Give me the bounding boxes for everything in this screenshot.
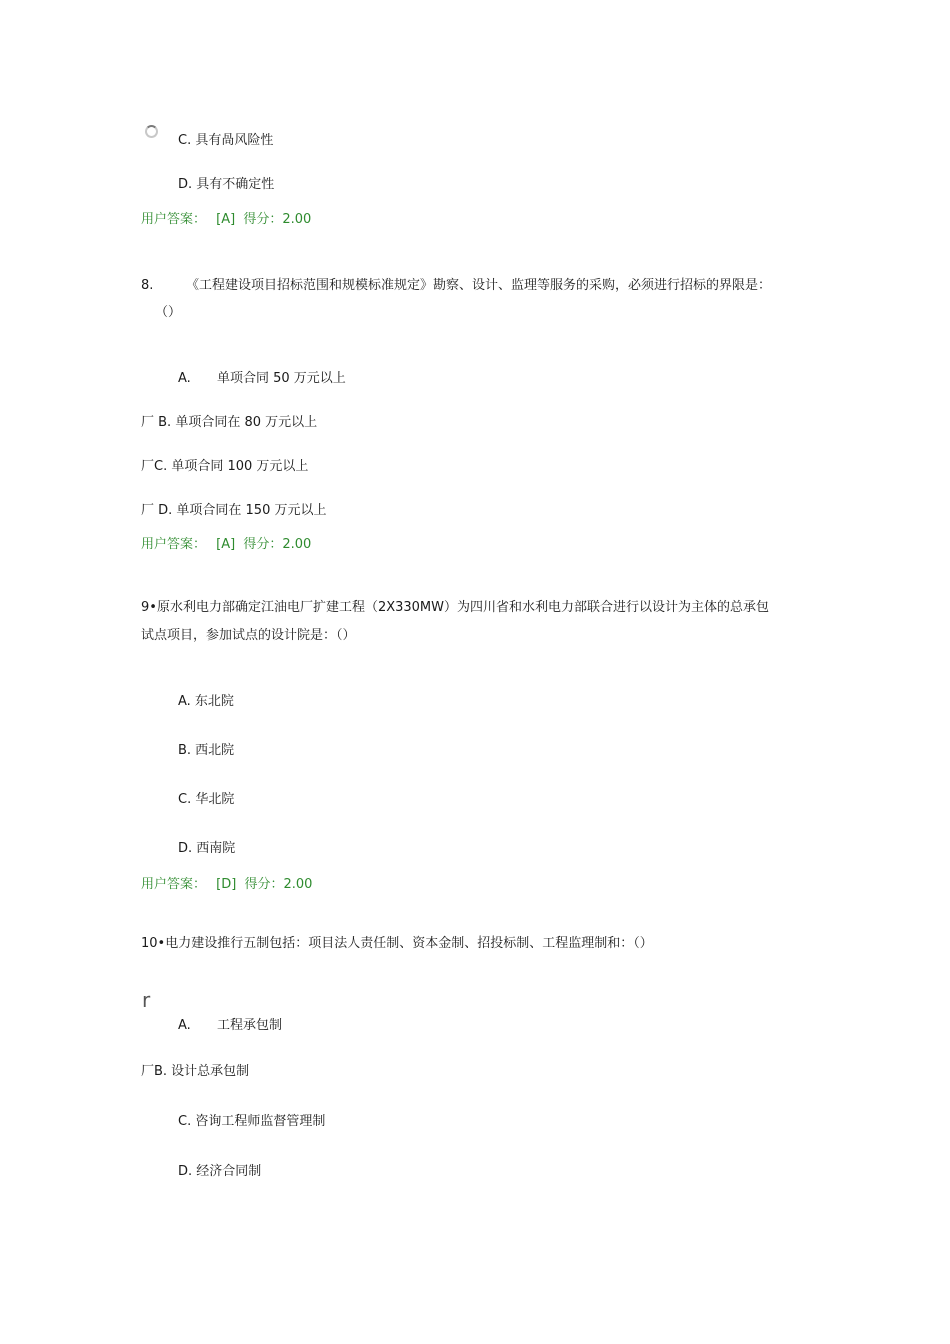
answer-label: 用户答案： [141, 212, 207, 227]
q10-option-d[interactable]: D. 经济合同制 [178, 1164, 262, 1179]
q9-text-line2: 试点项目，参加试点的设计院是：（） [141, 628, 356, 643]
q9-option-a[interactable]: A. 东北院 [178, 694, 234, 709]
option-letter: A. [178, 371, 191, 386]
score-label: 得分： [243, 212, 283, 227]
score-value: 2.00 [282, 212, 312, 227]
answer-label: 用户答案： [141, 877, 207, 892]
q7-option-d[interactable]: D. 具有不确定性 [178, 177, 275, 192]
q9-option-b[interactable]: B. 西北院 [178, 743, 235, 758]
option-text: 工程承包制 [216, 1018, 282, 1033]
q8-number: 8. [141, 278, 154, 293]
q8-answer-line [141, 536, 311, 554]
q8-text-line1: 《工程建设项目招标范围和规模标准规定》勘察、设计、监理等服务的采购，必须进行招标的界限是： [186, 278, 772, 293]
q8-text-line2: （） [155, 305, 182, 320]
q8-option-c[interactable]: 厂C. 单项合同 100 万元以上 [141, 459, 309, 474]
loading-radio-icon [145, 125, 158, 138]
q8-option-d[interactable]: 厂 D. 单项合同在 150 万元以上 [141, 503, 327, 518]
answer-label: 用户答案： [141, 537, 207, 552]
answer-value: [A] [216, 537, 236, 552]
q10-text-line1: 10•电力建设推行五制包括：项目法人责任制、资本金制、招投标制、工程监理制和：（） [141, 936, 653, 951]
q7-answer-line [141, 211, 311, 229]
answer-value: [D] [216, 877, 237, 892]
option-text: 单项合同 50 万元以上 [216, 371, 346, 386]
option-letter: A. [178, 1018, 191, 1033]
q8-option-a[interactable] [178, 370, 346, 388]
q8-option-b[interactable]: 厂 B. 单项合同在 80 万元以上 [141, 415, 318, 430]
answer-value: [A] [216, 212, 236, 227]
score-label: 得分： [244, 877, 284, 892]
stray-radio-mark: r [142, 988, 151, 1012]
q9-text-line1: 9•原水利电力部确定江油电厂扩建工程（2X330MW）为四川省和水利电力部联合进行以设计为主体的总承包 [141, 600, 769, 615]
q10-option-a[interactable] [178, 1017, 282, 1035]
score-value: 2.00 [283, 877, 313, 892]
score-label: 得分： [243, 537, 283, 552]
q9-option-c[interactable]: C. 华北院 [178, 792, 235, 807]
q10-option-b[interactable]: 厂B. 设计总承包制 [141, 1064, 250, 1079]
q7-option-c[interactable]: C. 具有咼风险性 [178, 133, 274, 148]
q10-option-c[interactable]: C. 咨询工程师监督管理制 [178, 1114, 326, 1129]
score-value: 2.00 [282, 537, 312, 552]
q9-option-d[interactable]: D. 西南院 [178, 841, 236, 856]
q9-answer-line [141, 876, 312, 894]
